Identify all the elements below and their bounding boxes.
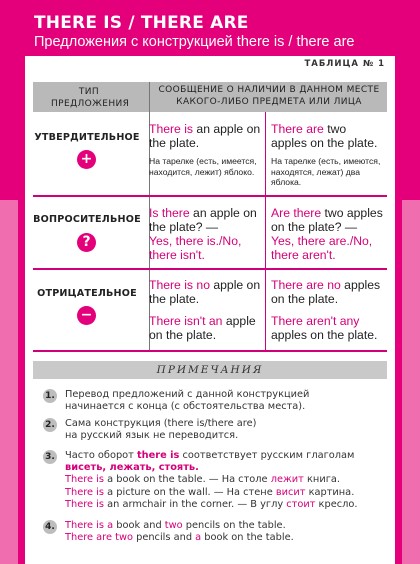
construction-highlight: There are [271,122,324,136]
interrogative-plural: Are there two apples on the plate? — Yes, there are./No, there aren't. [271,206,383,262]
note-number: 4. [43,520,57,534]
negative-plural-arent: There aren't any apples on the plate. [271,314,378,342]
right-edge-decoration [402,200,420,564]
negative-singular-isnt: There isn't an apple on the plate. [149,314,256,342]
construction-highlight: There is no [149,278,210,292]
note-4: There is a book and two pencils on the table. There are two pencils and a book on the table. [65,520,294,544]
table-header [33,82,387,112]
notes-title: ПРИМЕЧАНИЯ [33,361,387,379]
note-2: Сама конструкция (there is/there are) на русский язык не переводится. [65,418,257,442]
table-number: ТАБЛИЦА № 1 [304,59,385,69]
construction-highlight: There aren't any [271,314,360,328]
translation: На тарелке (есть, имеется, находится, лежит) яблоко. [149,156,257,177]
interrogative-singular: Is there an apple on the plate? — Yes, there is./No, there isn't. [149,206,257,262]
note-1: Перевод предложений с данной конструкцией начинается с конца (с обстоятельства места). [65,389,310,413]
question-icon: ? [77,233,96,252]
construction-highlight: Is there [149,206,190,220]
note-number: 2. [43,418,57,432]
negative-plural-no: There are no apples on the plate. [271,278,381,306]
plus-icon: + [77,150,96,169]
short-answer: Yes, there is./No, there isn't. [149,234,242,262]
header [0,0,420,62]
negative-singular-no: There is no apple on the plate. [149,278,261,306]
page-title: THERE IS / THERE ARE [34,13,249,33]
content-card [25,56,395,564]
row-divider [33,268,387,270]
left-edge-decoration [0,200,18,564]
short-answer: Yes, there are./No, there aren't. [271,234,373,262]
minus-icon: − [77,306,96,325]
column-header-message: СООБЩЕНИЕ О НАЛИЧИИ В ДАННОМ МЕСТЕ КАКОГО-ЛИБО ПРЕДМЕТА ИЛИ ЛИЦА [158,85,380,107]
construction-highlight: There is [149,122,194,136]
row-divider [33,350,387,352]
construction-highlight: Are there [271,206,322,220]
row-label-negative: ОТРИЦАТЕЛЬНОЕ [37,288,137,299]
affirmative-plural: There are two apples on the plate. [271,122,378,150]
row-divider [33,195,387,197]
note-3: Часто оборот there is соответствует русским глаголам висеть, лежать, стоять. There is a book on the table. — На столе лежит книга. There is a picture on the wall. — На стене висит картина. There is an armchair in the corner. — В углу стоит кресло. [65,450,358,510]
page-subtitle: Предложения с конструкцией there is / there are [34,34,355,50]
cell-divider [265,112,266,352]
row-label-interrogative: ВОПРОСИТЕЛЬНОЕ [33,214,141,225]
construction-highlight: There isn't an [149,314,223,328]
verbs-highlight: висеть, лежать, стоять. [65,462,199,474]
column-header-type: ТИП ПРЕДЛОЖЕНИЯ [51,87,130,109]
translation: На тарелке (есть, имеются, находятся, лежат) два яблока. [271,156,381,187]
note-number: 3. [43,450,57,464]
construction-highlight: There are no [271,278,341,292]
affirmative-singular: There is an apple on the plate. [149,122,261,150]
note-number: 1. [43,389,57,403]
row-label-affirmative: УТВЕРДИТЕЛЬНОЕ [34,132,140,143]
